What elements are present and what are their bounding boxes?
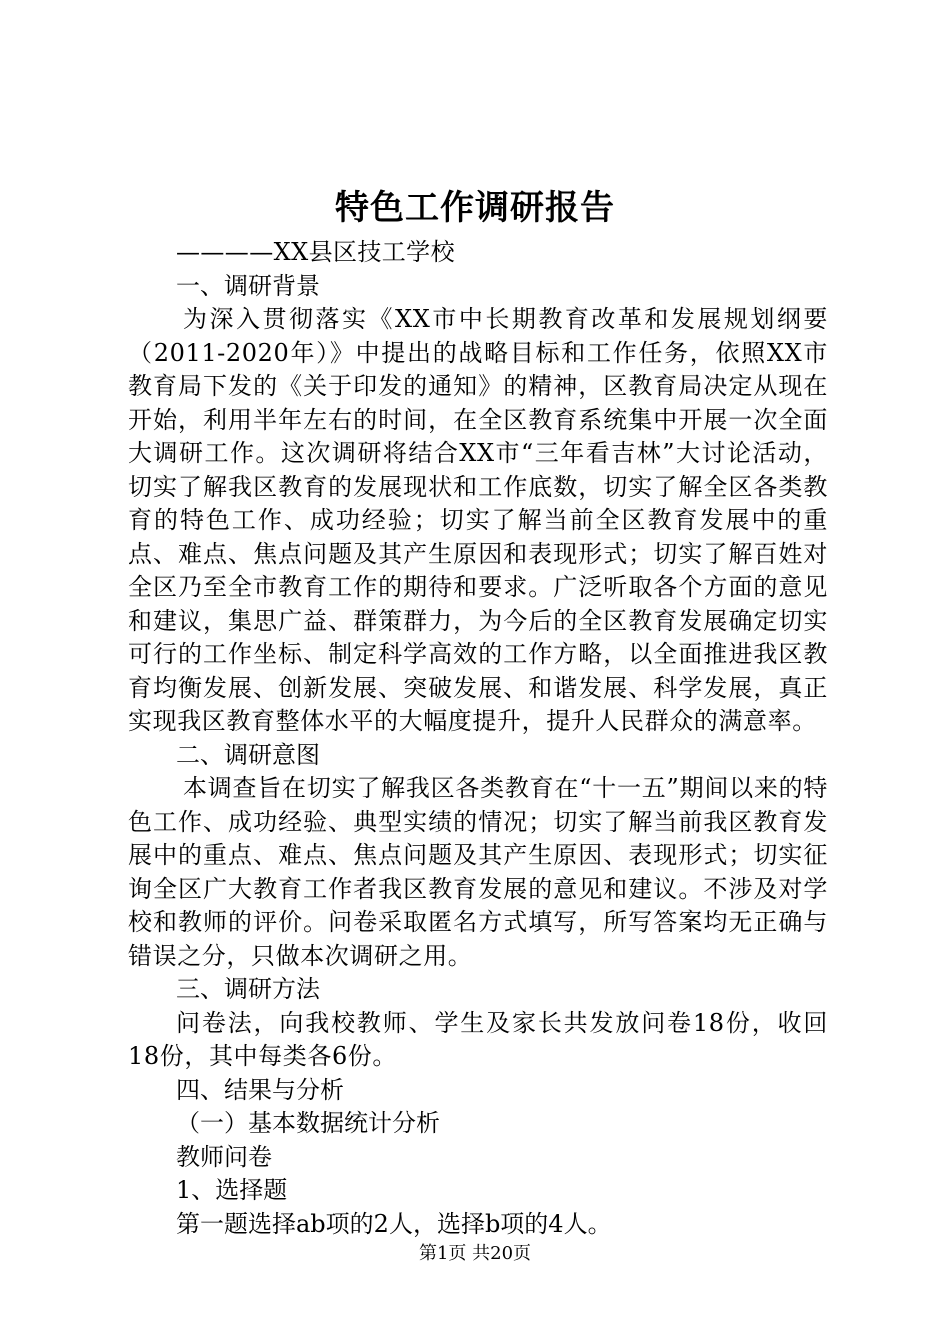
paragraph-question-one: 第一题选择ab项的2人，选择b项的4人。 <box>176 1209 612 1238</box>
paragraph-multiple-choice: 1、选择题 <box>176 1176 288 1204</box>
paragraph-intent: 本调查旨在切实了解我区各类教育在“十一五”期间以来的特色工作、成功经验、典型实绩的情况；切实了解当前我区教育发展中的重点、难点、焦点问题及其产生原因、表现形式；切实征询全区广大教育工作者我区教育发展的意见和建议。不涉及对学校和教师的评价。问卷采取匿名方式填写，所写答案均无正确与错误之分，只做本次调研之用。 <box>128 774 828 970</box>
paragraph-teacher-survey: 教师问卷 <box>176 1142 272 1171</box>
paragraph-method: 问卷法，向我校教师、学生及家长共发放问卷18份，收回18份，其中每类各6份。 <box>128 1008 828 1070</box>
section-heading-method: 三、调研方法 <box>176 975 320 1003</box>
paragraph-background: 为深入贯彻落实《XX市中长期教育改革和发展规划纲要（2011-2020年）》中提出的战略目标和工作任务，依照XX市教育局下发的《关于印发的通知》的精神，区教育局决定从现在开始，利用半年左右的时间，在全区教育系统集中开展一次全面大调研工作。这次调研将结合XX市“三年看吉林”大讨论活动，切实了解我区教育的发展现状和工作底数，切实了解全区各类教育的特色工作、成功经验；切实了解当前全区教育发展中的重点、难点、焦点问题及其产生原因和表现形式；切实了解百姓对全区乃至全市教育工作的期待和要求。广泛听取各个方面的意见和建议，集思广益、群策群力，为今后的全区教育发展确定切实可行的工作坐标、制定科学高效的工作方略，以全面推进我区教育均衡发展、创新发展、突破发展、和谐发展、科学发展，真正实现我区教育整体水平的大幅度提升，提升人民群众的满意率。 <box>128 305 828 735</box>
section-heading-results: 四、结果与分析 <box>176 1075 344 1104</box>
page-indicator: 第1页 共20页 <box>418 1243 532 1264</box>
document-subtitle: ————XX县区技工学校 <box>176 238 455 266</box>
document-title: 特色工作调研报告 <box>335 188 615 228</box>
subsection-heading-statistics: （一）基本数据统计分析 <box>176 1109 440 1137</box>
section-heading-intent: 二、调研意图 <box>176 740 320 769</box>
document-body <box>128 236 828 1241</box>
section-heading-background: 一、调研背景 <box>176 271 320 300</box>
